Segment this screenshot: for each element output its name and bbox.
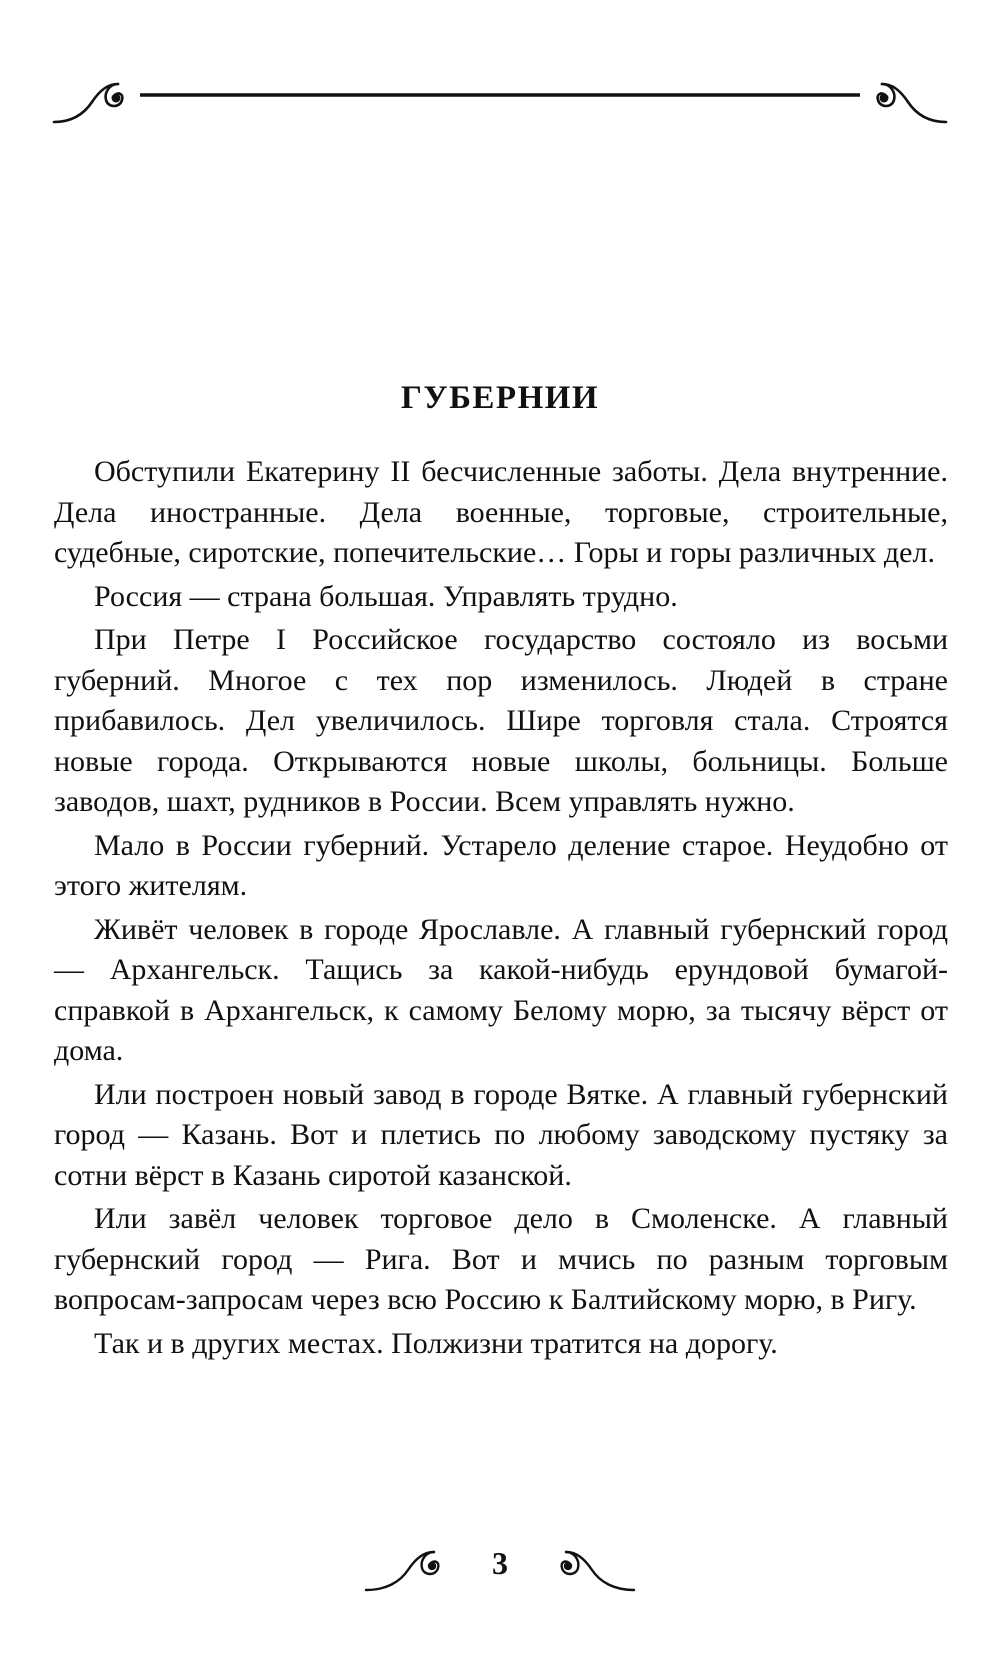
paragraph: Обступили Екатерину II бесчисленные заботы. Дела внутренние. Дела иностранные. Дела военные, торговые, строительные, судебные, сиротские, попечительские… Горы и горы различных дел. [54, 455, 948, 569]
paragraph: Или построен новый завод в городе Вятке. А главный губернский город — Казань. Вот и плетись по любому заводскому пустяку за сотни вёрст в Казань сиротой казанской. [54, 1077, 948, 1192]
paragraph: При Петре I Российское государство состояло из восьми губерний. Многое с тех пор изменилось. Людей в стране прибавилось. Дел увеличилось. Шире торговля стала. Строятся новые города. Открываются новые школы, больницы. Больше заводов, шахт, рудников в России. Всем управлять нужно. [54, 623, 948, 818]
paragraph: Так и в других местах. Полжизни тратится на дорогу. [94, 1326, 778, 1360]
ornamental-rule-icon [50, 70, 950, 130]
paragraph: Или завёл человек торговое дело в Смоленске. А главный губернский город — Рига. Вот и мчись по разным торговым вопросам-запросам через всю Россию к Балтийскому морю, в Ригу. [54, 1202, 948, 1316]
paragraph: Мало в России губерний. Устарело деление старое. Неудобно от этого жителям. [54, 828, 948, 902]
page-number: 3 [492, 1545, 508, 1581]
paragraph: Россия — страна большая. Управлять трудно. [94, 579, 678, 613]
chapter-title: ГУБЕРНИИ [400, 380, 600, 416]
body-text [54, 452, 948, 1367]
paragraph: Живёт человек в городе Ярославле. А главный губернский город — Архангельск. Тащись за какой-нибудь ерундовой бумагой-справкой в Архангельск, к самому Белому морю, за тысячу вёрст от дома. [54, 912, 948, 1067]
page-footer [0, 1538, 1000, 1598]
